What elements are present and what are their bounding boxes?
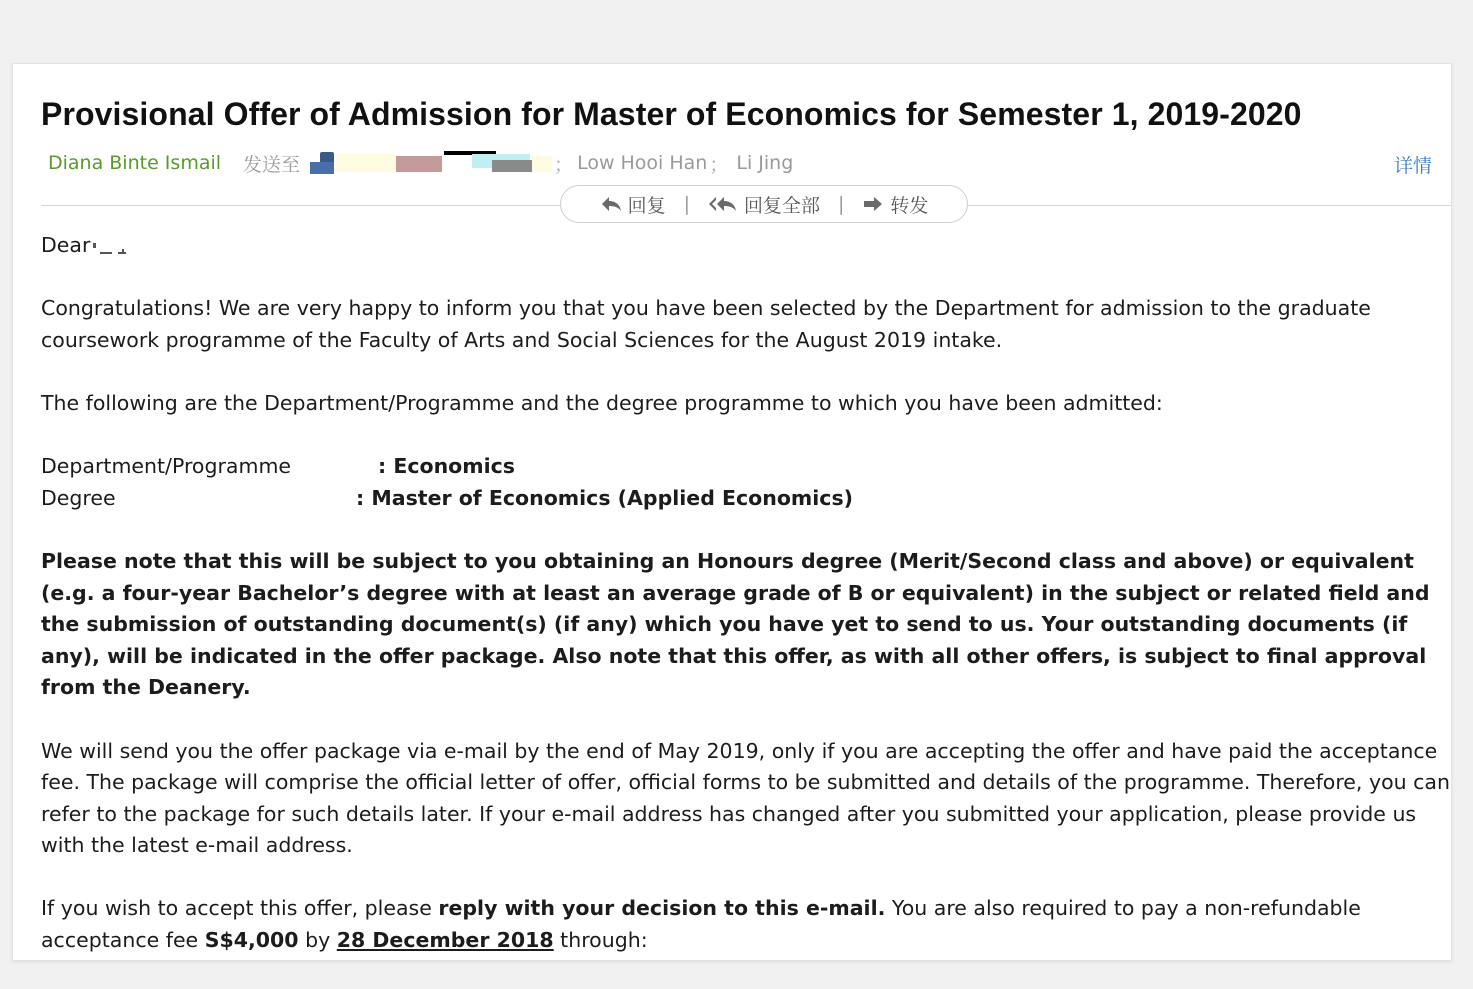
recipient-separator: ； (709, 153, 729, 176)
recipient-low-hooi-han[interactable]: Low Hooi Han (577, 152, 708, 174)
department-value: : Economics (378, 454, 515, 479)
degree-row (41, 483, 1453, 515)
redacted-recipients (306, 150, 554, 176)
department-row (41, 451, 1453, 483)
action-separator: | (683, 193, 690, 215)
department-label: Department/Programme (41, 454, 292, 479)
acceptance-reply-instruction: reply with your decision to this e-mail. (438, 896, 886, 921)
details-link[interactable]: 详情 (1393, 155, 1432, 177)
forward-label: 转发 (890, 194, 929, 217)
reply-button[interactable] (596, 191, 670, 218)
acceptance-text-3: by (298, 928, 337, 953)
reply-icon (600, 195, 622, 213)
email-subject: Provisional Offer of Admission for Master of Economics for Semester 1, 2019-2020 (41, 96, 1302, 132)
acceptance-text-1: If you wish to accept this offer, please (41, 896, 439, 921)
degree-value: : Master of Economics (Applied Economics) (356, 485, 854, 510)
recipient-li-jing[interactable]: Li Jing (736, 152, 794, 174)
paragraph-offer-package: We will send you the offer package via e-mail by the end of May 2019, only if you are accepting the offer and have paid the acceptance fee. The package will comprise the official letter of offer, official forms to be submitted and details of the programme. Therefore, you can refer to the package for such details later. If your e-mail address has changed after you submitted your application, please provide us with the latest e-mail address. (41, 738, 1450, 858)
greeting-line (41, 230, 1453, 262)
send-to-label: 发送至 (243, 153, 301, 176)
acceptance-deadline: 28 December 2018 (336, 928, 554, 953)
reply-all-label: 回复全部 (743, 194, 820, 217)
paragraph-programme-intro: The following are the Department/Programme and the degree programme to which you have been admitted: (41, 390, 1163, 415)
action-separator: | (838, 193, 845, 215)
paragraph-conditions-note: Please note that this will be subject to you obtaining an Honours degree (Merit/Second class and above) or equivalent (e.g. a four-year Bachelor’s degree with at least an average grade of B or equivalent) in the subject or related field and the submission of outstanding document(s) (if any) which you have yet to send to us. Your outstanding documents (if any), will be indicated in the offer package. Also note that this offer, as with all other offers, is subject to final approval from the Deanery. (41, 548, 1430, 700)
acceptance-text-2: You are also required to pay a non-refundable acceptance fee (41, 896, 1361, 953)
email-meta-row (48, 150, 793, 176)
reply-all-icon (708, 195, 738, 213)
acceptance-fee: S$4,000 (204, 928, 299, 953)
degree-label: Degree (41, 485, 116, 510)
sender-name[interactable]: Diana Binte Ismail (48, 152, 222, 174)
reply-all-button[interactable] (704, 191, 824, 218)
recipient-separator: ； (554, 153, 574, 176)
paragraph-acceptance (41, 893, 1453, 956)
forward-icon (862, 195, 884, 213)
email-action-bar (560, 185, 968, 223)
redacted-name (90, 237, 150, 255)
programme-details (41, 451, 1453, 514)
greeting: Dear (41, 233, 91, 257)
acceptance-text-4: through: (553, 928, 648, 953)
reply-label: 回复 (627, 194, 666, 217)
paragraph-congratulations: Congratulations! We are very happy to inform you that you have been selected by the Department for admission to the graduate coursework programme of the Faculty of Arts and Social Sciences for the August 2019 intake. (41, 296, 1371, 352)
email-body (41, 230, 1453, 988)
forward-button[interactable] (858, 191, 932, 218)
email-card (12, 63, 1452, 961)
